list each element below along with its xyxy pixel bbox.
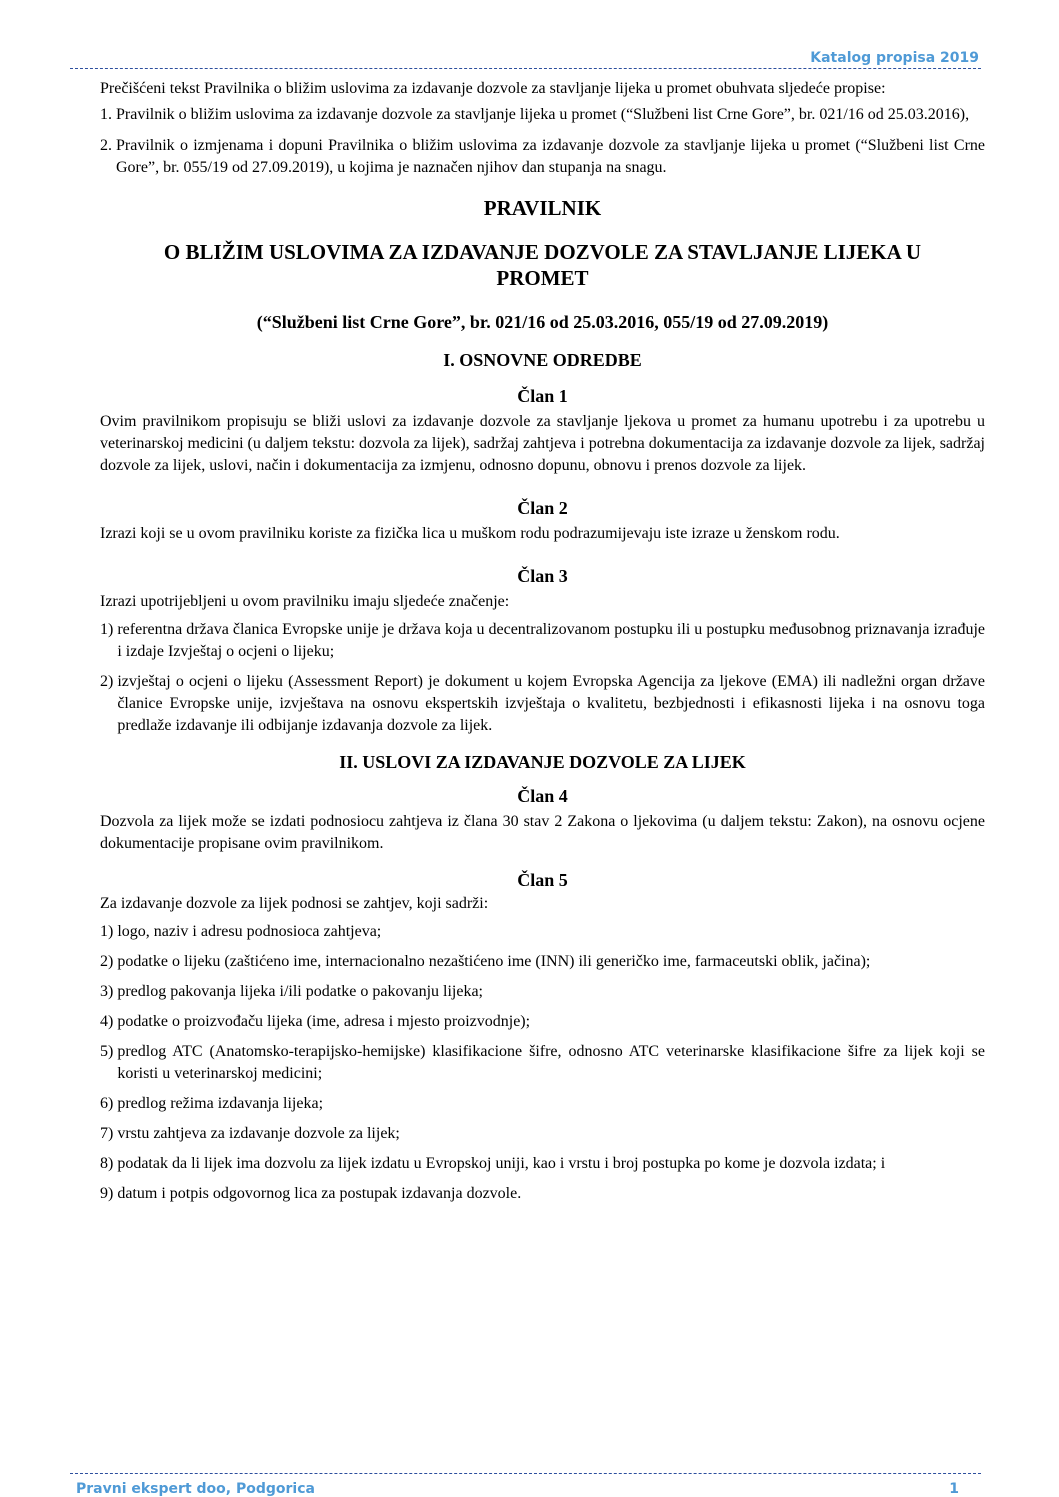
article-heading: Član 2 [517,498,568,518]
article-heading: Član 1 [517,386,568,406]
list-item [100,671,985,737]
article-paragraph: Ovim pravilnikom propisuju se bliži uslovi za izdavanje dozvole za stavljanje ljekova u promet za humanu upotrebu i za upotrebu u veterinarskoj medicini (u daljem tekstu: dozvola za lijek), sadržaj zahtjeva i potrebna dokumentacija za izdavanje dozvole za lijek, sadržaj dozvole za lijek, uslovi, način i dokumentacija za izmjenu, odnosno dopunu, obnovu i prenos dozvole za lijek. [100,413,985,474]
list-item-number: 3) [100,983,118,1000]
footer-publisher: Pravni ekspert doo, Podgorica [76,1481,315,1497]
list-item-text: referentna država članica Evropske unije je država koja u decentralizovanom postupku ili u postupku međusobnog priznavanja izrađuje i izdaje Izvještaj o ocjeni o lijeku; [117,621,985,660]
list-item [100,1123,985,1145]
gazette-reference: (“Službeni list Crne Gore”, br. 021/16 od 25.03.2016, 055/19 od 27.09.2019) [256,312,829,332]
list-item-number: 7) [100,1125,118,1142]
list-item [100,1093,985,1115]
article-heading: Član 3 [517,566,568,586]
list-item [100,135,985,179]
list-item-text: podatak da li lijek ima dozvolu za lijek izdatu u Evropskoj uniji, kao i vrstu i broj postupka po kome je dozvola izdata; i [117,1155,886,1172]
list-item-number: 2) [100,673,118,690]
list-item-number: 2) [100,953,118,970]
list-item [100,981,985,1003]
list-item-text: izvještaj o ocjeni o lijeku (Assessment Report) je dokument u kojem Evropska Agencija za ljekove (EMA) ili nadležni organ države članice Evropske unije, izvještava na osnovu ekspertskih izvještaja o kvalitetu, bezbjednosti i efikasnosti lijeka i na osnovu toga predlaže izdavanje ili odbijanje izdavanja dozvole za lijek. [117,673,985,734]
list-item-text: predlog pakovanja lijeka i/ili podatke o pakovanju lijeka; [117,983,483,1000]
list-item [100,921,985,943]
document-title: PRAVILNIK [483,196,602,220]
header-divider [70,68,981,69]
list-item-text: datum i potpis odgovornog lica za postupak izdavanja dozvole. [117,1185,522,1202]
article-list [100,619,985,737]
list-item-number: 1. [100,106,116,123]
catalog-header-title: Katalog propisa 2019 [810,50,979,66]
article-list [100,921,985,1205]
list-item-number: 1) [100,621,118,638]
list-item-number: 1) [100,923,118,940]
list-item [100,1041,985,1085]
list-item-number: 2. [100,137,116,154]
intro-list [100,104,985,179]
page-number: 1 [949,1481,959,1497]
list-item-number: 9) [100,1185,118,1202]
list-item-text: podatke o lijeku (zaštićeno ime, internacionalno nezaštićeno ime (INN) ili generičko ime, farmaceutski oblik, jačina); [117,953,871,970]
list-item [100,619,985,663]
list-item-text: Pravilnik o bližim uslovima za izdavanje dozvole za stavljanje lijeka u promet (“Službeni list Crne Gore”, br. 021/16 od 25.03.2016), [116,106,970,123]
list-item [100,951,985,973]
list-item [100,1011,985,1033]
list-item-number: 5) [100,1043,118,1060]
article-paragraph: Izrazi upotrijebljeni u ovom pravilniku imaju sljedeće značenje: [100,593,510,610]
document-body [100,78,985,1205]
list-item [100,1153,985,1175]
list-item-text: Pravilnik o izmjenama i dopuni Pravilnika o bližim uslovima za izdavanje dozvole za stavljanje lijeka u promet (“Službeni list Crne Gore”, br. 055/19 od 27.09.2019), u kojima je naznačen njihov dan stupanja na snagu. [116,137,985,176]
article-paragraph: Izrazi koji se u ovom pravilniku koriste za fizička lica u muškom rodu podrazumijevaju iste izraze u ženskom rodu. [100,525,840,542]
article-paragraph: Dozvola za lijek može se izdati podnosiocu zahtjeva iz člana 30 stav 2 Zakona o ljekovima (u daljem tekstu: Zakon), na osnovu ocjene dokumentacije propisane ovim pravilnikom. [100,813,985,852]
document-subtitle: O BLIŽIM USLOVIMA ZA IZDAVANJE DOZVOLE ZA STAVLJANJE LIJEKA U PROMET [163,240,922,290]
intro-paragraph: Prečišćeni tekst Pravilnika o bližim uslovima za izdavanje dozvole za stavljanje lijeka u promet obuhvata sljedeće propise: [100,80,886,97]
list-item-number: 4) [100,1013,118,1030]
list-item-text: logo, naziv i adresu podnosioca zahtjeva; [117,923,382,940]
list-item [100,104,985,126]
list-item-text: vrstu zahtjeva za izdavanje dozvole za lijek; [117,1125,400,1142]
section-heading: I. OSNOVNE ODREDBE [443,350,642,370]
article-heading: Član 4 [517,786,568,806]
list-item-number: 8) [100,1155,118,1172]
list-item-text: podatke o proizvođaču lijeka (ime, adresa i mjesto proizvodnje); [117,1013,531,1030]
section-heading: II. USLOVI ZA IZDAVANJE DOZVOLE ZA LIJEK [339,752,746,772]
list-item-text: predlog ATC (Anatomsko-terapijsko-hemijske) klasifikacione šifre, odnosno ATC veterinarske klasifikacione šifre za lijek koji se koristi u veterinarskoj medicini; [117,1043,985,1082]
footer-divider [70,1473,981,1474]
list-item-text: predlog režima izdavanja lijeka; [117,1095,324,1112]
article-heading: Član 5 [517,870,568,890]
list-item [100,1183,985,1205]
article-paragraph: Za izdavanje dozvole za lijek podnosi se zahtjev, koji sadrži: [100,895,489,912]
list-item-number: 6) [100,1095,118,1112]
